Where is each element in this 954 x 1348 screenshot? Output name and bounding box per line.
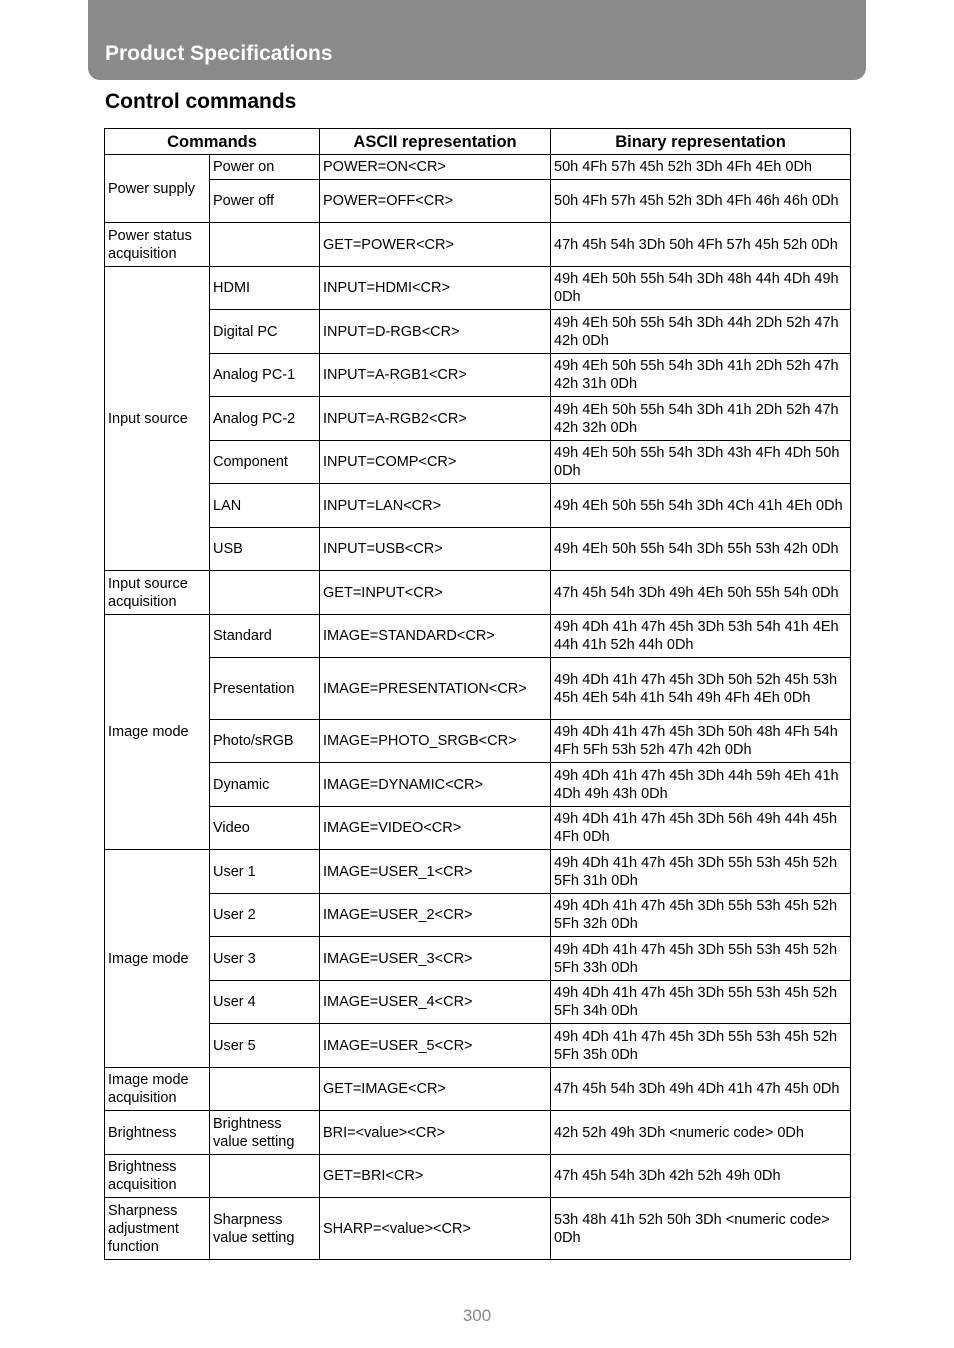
command-sub-cell: Analog PC-2 — [210, 397, 320, 441]
table-row — [105, 658, 851, 720]
binary-cell: 53h 48h 41h 52h 50h 3Dh <numeric code> 0Dh — [551, 1198, 851, 1260]
binary-cell: 49h 4Dh 41h 47h 45h 3Dh 55h 53h 45h 52h 5Fh 32h 0Dh — [551, 894, 851, 937]
table-row — [105, 528, 851, 571]
table-row — [105, 763, 851, 807]
command-group-cell: Power status acquisition — [105, 223, 210, 267]
command-sub-cell: User 4 — [210, 981, 320, 1024]
ascii-cell: IMAGE=DYNAMIC<CR> — [320, 763, 551, 807]
table-row — [105, 850, 851, 894]
binary-cell: 49h 4Dh 41h 47h 45h 3Dh 55h 53h 45h 52h 5Fh 35h 0Dh — [551, 1024, 851, 1068]
command-group-cell: Brightness — [105, 1111, 210, 1155]
ascii-cell: POWER=OFF<CR> — [320, 180, 551, 223]
table-row — [105, 1198, 851, 1260]
binary-cell: 49h 4Eh 50h 55h 54h 3Dh 41h 2Dh 52h 47h 42h 31h 0Dh — [551, 354, 851, 397]
table-row — [105, 1024, 851, 1068]
command-sub-cell: USB — [210, 528, 320, 571]
command-sub-cell: Digital PC — [210, 310, 320, 354]
binary-cell: 49h 4Eh 50h 55h 54h 3Dh 55h 53h 42h 0Dh — [551, 528, 851, 571]
ascii-cell: IMAGE=USER_1<CR> — [320, 850, 551, 894]
ascii-cell: GET=BRI<CR> — [320, 1155, 551, 1198]
command-sub-cell: Component — [210, 441, 320, 484]
table-row — [105, 937, 851, 981]
binary-cell: 47h 45h 54h 3Dh 49h 4Eh 50h 55h 54h 0Dh — [551, 571, 851, 615]
table-row — [105, 807, 851, 850]
binary-cell: 49h 4Eh 50h 55h 54h 3Dh 4Ch 41h 4Eh 0Dh — [551, 484, 851, 528]
command-group-cell: Image mode — [105, 850, 210, 1068]
binary-cell: 49h 4Dh 41h 47h 45h 3Dh 50h 48h 4Fh 54h 4Fh 5Fh 53h 52h 47h 42h 0Dh — [551, 720, 851, 763]
command-sub-cell: Brightness value setting — [210, 1111, 320, 1155]
ascii-cell: IMAGE=USER_5<CR> — [320, 1024, 551, 1068]
command-sub-cell: Analog PC-1 — [210, 354, 320, 397]
binary-cell: 47h 45h 54h 3Dh 49h 4Dh 41h 47h 45h 0Dh — [551, 1068, 851, 1111]
table-row — [105, 441, 851, 484]
binary-cell: 47h 45h 54h 3Dh 42h 52h 49h 0Dh — [551, 1155, 851, 1198]
command-sub-cell: Dynamic — [210, 763, 320, 807]
command-group-cell: Power supply — [105, 155, 210, 223]
ascii-cell: INPUT=A-RGB2<CR> — [320, 397, 551, 441]
command-sub-cell: Standard — [210, 615, 320, 658]
page-title: Control commands — [105, 90, 297, 113]
table-row — [105, 1111, 851, 1155]
command-sub-cell — [210, 1068, 320, 1111]
table-header-row — [105, 129, 851, 155]
page-number: 300 — [462, 1306, 492, 1325]
ascii-cell: POWER=ON<CR> — [320, 155, 551, 180]
command-group-cell: Sharpness adjustment function — [105, 1198, 210, 1260]
command-sub-cell: User 1 — [210, 850, 320, 894]
ascii-cell: GET=INPUT<CR> — [320, 571, 551, 615]
command-sub-cell: Video — [210, 807, 320, 850]
table-row — [105, 1068, 851, 1111]
command-sub-cell — [210, 1155, 320, 1198]
command-sub-cell: Presentation — [210, 658, 320, 720]
command-sub-cell: LAN — [210, 484, 320, 528]
binary-cell: 49h 4Dh 41h 47h 45h 3Dh 50h 52h 45h 53h 45h 4Eh 54h 41h 54h 49h 4Fh 4Eh 0Dh — [551, 658, 851, 720]
command-group-cell: Input source acquisition — [105, 571, 210, 615]
ascii-cell: IMAGE=USER_2<CR> — [320, 894, 551, 937]
table-row — [105, 484, 851, 528]
command-sub-cell: Sharpness value setting — [210, 1198, 320, 1260]
command-sub-cell: User 3 — [210, 937, 320, 981]
command-group-cell: Image mode — [105, 615, 210, 850]
header-ascii: ASCII representation — [320, 129, 551, 155]
control-commands-table — [104, 128, 851, 1260]
table-row — [105, 397, 851, 441]
binary-cell: 49h 4Eh 50h 55h 54h 3Dh 43h 4Fh 4Dh 50h 0Dh — [551, 441, 851, 484]
ascii-cell: IMAGE=PRESENTATION<CR> — [320, 658, 551, 720]
table-row — [105, 615, 851, 658]
header-commands: Commands — [105, 129, 320, 155]
table-row — [105, 223, 851, 267]
binary-cell: 49h 4Dh 41h 47h 45h 3Dh 55h 53h 45h 52h 5Fh 31h 0Dh — [551, 850, 851, 894]
command-group-cell: Input source — [105, 267, 210, 571]
binary-cell: 49h 4Dh 41h 47h 45h 3Dh 44h 59h 4Eh 41h 4Dh 49h 43h 0Dh — [551, 763, 851, 807]
binary-cell: 49h 4Eh 50h 55h 54h 3Dh 41h 2Dh 52h 47h 42h 32h 0Dh — [551, 397, 851, 441]
ascii-cell: IMAGE=USER_3<CR> — [320, 937, 551, 981]
command-group-cell: Image mode acquisition — [105, 1068, 210, 1111]
command-sub-cell — [210, 571, 320, 615]
binary-cell: 42h 52h 49h 3Dh <numeric code> 0Dh — [551, 1111, 851, 1155]
ascii-cell: INPUT=D-RGB<CR> — [320, 310, 551, 354]
ascii-cell: IMAGE=PHOTO_SRGB<CR> — [320, 720, 551, 763]
command-sub-cell: Power on — [210, 155, 320, 180]
table-row — [105, 981, 851, 1024]
header-bar — [88, 0, 866, 80]
ascii-cell: INPUT=USB<CR> — [320, 528, 551, 571]
binary-cell: 47h 45h 54h 3Dh 50h 4Fh 57h 45h 52h 0Dh — [551, 223, 851, 267]
table-row — [105, 571, 851, 615]
binary-cell: 49h 4Dh 41h 47h 45h 3Dh 55h 53h 45h 52h 5Fh 33h 0Dh — [551, 937, 851, 981]
ascii-cell: INPUT=COMP<CR> — [320, 441, 551, 484]
ascii-cell: IMAGE=USER_4<CR> — [320, 981, 551, 1024]
table-row — [105, 310, 851, 354]
ascii-cell: GET=IMAGE<CR> — [320, 1068, 551, 1111]
binary-cell: 49h 4Dh 41h 47h 45h 3Dh 53h 54h 41h 4Eh 44h 41h 52h 44h 0Dh — [551, 615, 851, 658]
table-row — [105, 720, 851, 763]
table-body — [105, 155, 851, 1260]
ascii-cell: INPUT=LAN<CR> — [320, 484, 551, 528]
table-row — [105, 267, 851, 310]
header-binary: Binary representation — [551, 129, 851, 155]
ascii-cell: INPUT=A-RGB1<CR> — [320, 354, 551, 397]
ascii-cell: GET=POWER<CR> — [320, 223, 551, 267]
table-row — [105, 894, 851, 937]
table-row — [105, 180, 851, 223]
table-row — [105, 1155, 851, 1198]
table-row — [105, 354, 851, 397]
binary-cell: 49h 4Dh 41h 47h 45h 3Dh 55h 53h 45h 52h 5Fh 34h 0Dh — [551, 981, 851, 1024]
ascii-cell: IMAGE=STANDARD<CR> — [320, 615, 551, 658]
binary-cell: 50h 4Fh 57h 45h 52h 3Dh 4Fh 4Eh 0Dh — [551, 155, 851, 180]
section-title: Product Specifications — [105, 42, 333, 65]
ascii-cell: SHARP=<value><CR> — [320, 1198, 551, 1260]
command-sub-cell: User 2 — [210, 894, 320, 937]
ascii-cell: IMAGE=VIDEO<CR> — [320, 807, 551, 850]
command-sub-cell: User 5 — [210, 1024, 320, 1068]
binary-cell: 50h 4Fh 57h 45h 52h 3Dh 4Fh 46h 46h 0Dh — [551, 180, 851, 223]
table-row — [105, 155, 851, 180]
command-sub-cell — [210, 223, 320, 267]
ascii-cell: BRI=<value><CR> — [320, 1111, 551, 1155]
binary-cell: 49h 4Dh 41h 47h 45h 3Dh 56h 49h 44h 45h 4Fh 0Dh — [551, 807, 851, 850]
ascii-cell: INPUT=HDMI<CR> — [320, 267, 551, 310]
command-group-cell: Brightness acquisition — [105, 1155, 210, 1198]
binary-cell: 49h 4Eh 50h 55h 54h 3Dh 44h 2Dh 52h 47h 42h 0Dh — [551, 310, 851, 354]
command-sub-cell: HDMI — [210, 267, 320, 310]
binary-cell: 49h 4Eh 50h 55h 54h 3Dh 48h 44h 4Dh 49h 0Dh — [551, 267, 851, 310]
command-sub-cell: Photo/sRGB — [210, 720, 320, 763]
command-sub-cell: Power off — [210, 180, 320, 223]
